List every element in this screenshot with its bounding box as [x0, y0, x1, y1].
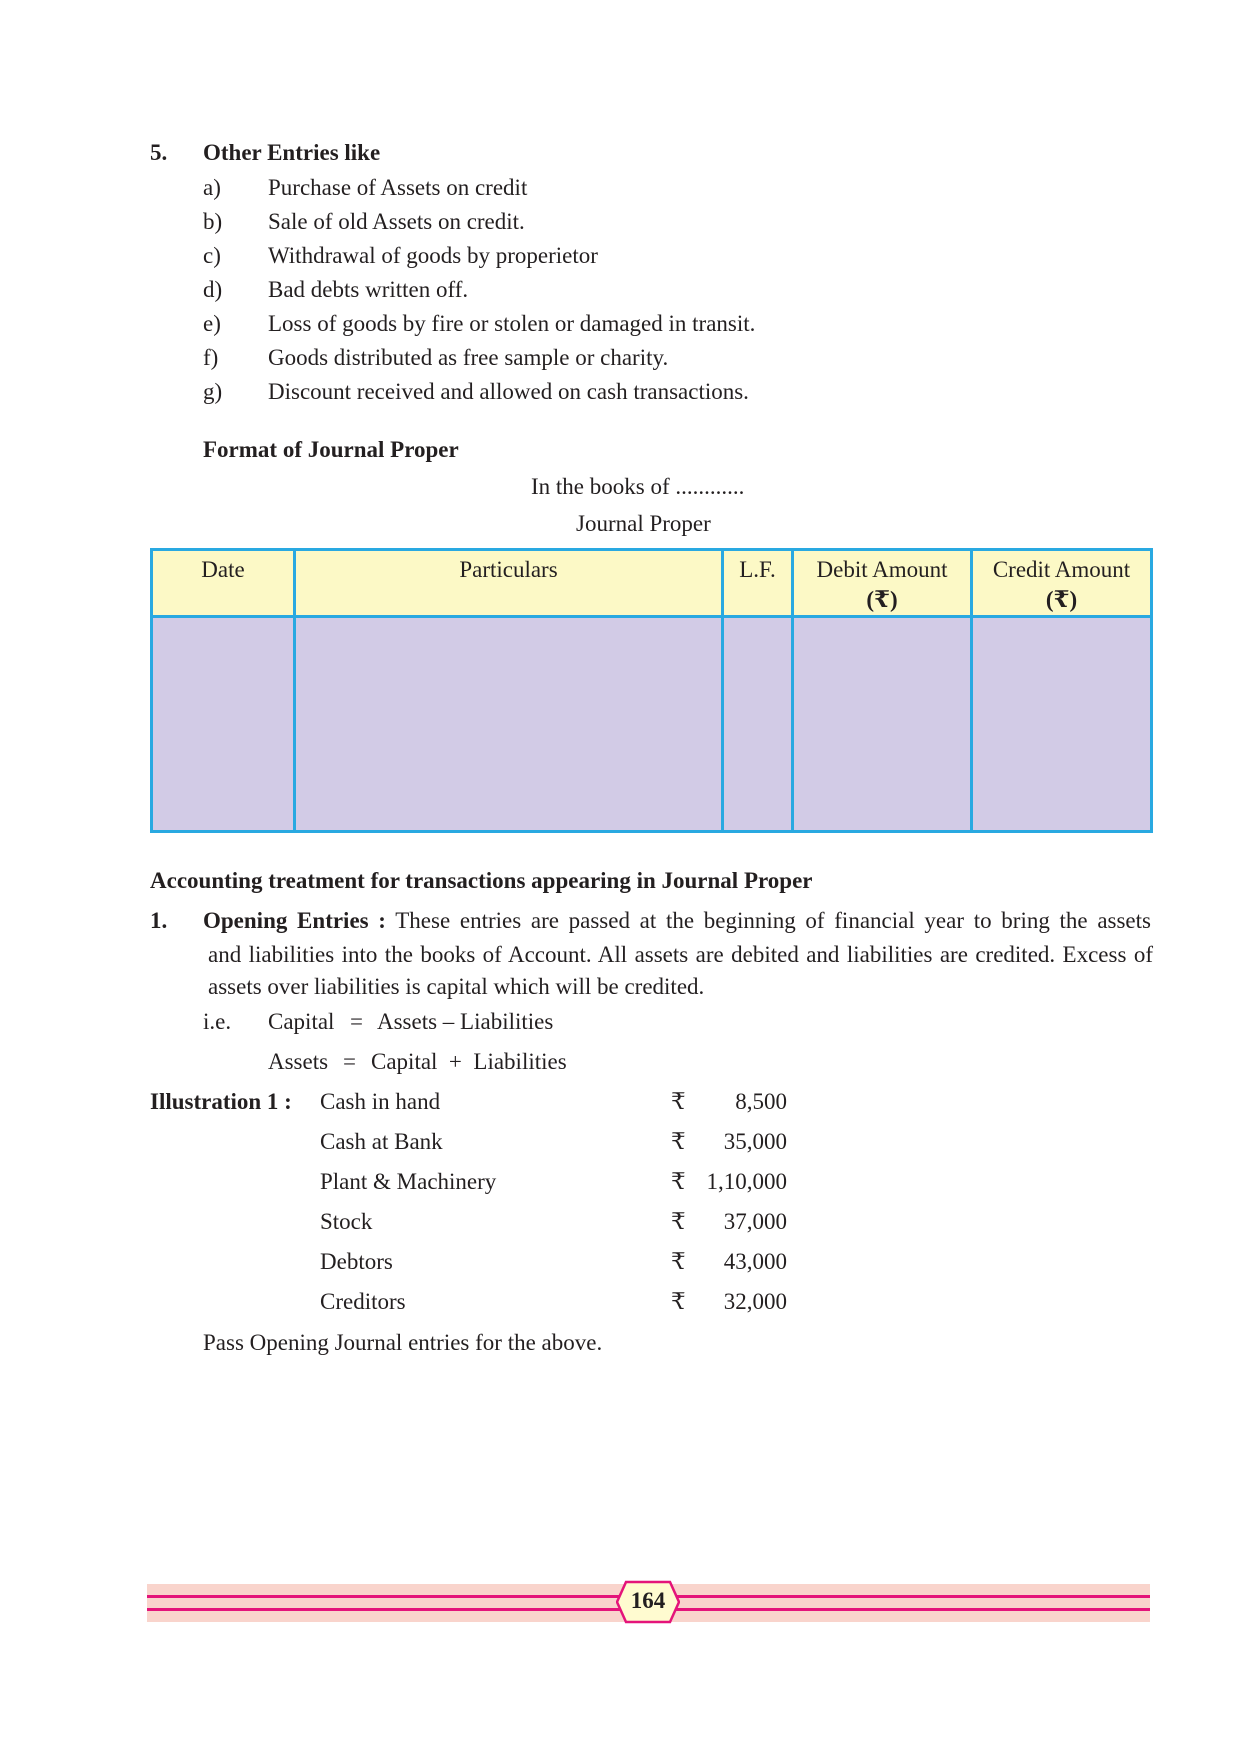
- opening-entries-term: Opening Entries :: [203, 908, 386, 933]
- illustration-item: Stock: [320, 1209, 373, 1234]
- rupee-symbol: ₹: [671, 1289, 686, 1314]
- page-number: 164: [630, 1588, 666, 1613]
- rupee-symbol: ₹: [671, 1089, 686, 1114]
- illustration-label: Illustration 1 :: [150, 1089, 292, 1114]
- rupee-symbol: ₹: [671, 1129, 686, 1154]
- opening-entries-first-line: [203, 908, 1151, 934]
- col-header-credit-label: Credit Amount: [992, 557, 1131, 582]
- list-letter: a): [203, 175, 221, 200]
- illustration-amount: 43,000: [723, 1249, 787, 1274]
- table-row: [152, 617, 1152, 832]
- list-text: Withdrawal of goods by properietor: [268, 243, 598, 268]
- ie-label: i.e.: [203, 1009, 232, 1034]
- illustration-item: Cash at Bank: [320, 1129, 443, 1154]
- list-letter: g): [203, 379, 223, 404]
- list-text: Goods distributed as free sample or charity.: [268, 345, 669, 370]
- col-header-credit: [972, 550, 1152, 617]
- eq2-right: Capital + Liabilities: [371, 1049, 567, 1074]
- rupee-symbol: ₹: [671, 1249, 686, 1274]
- journal-title: Journal Proper: [576, 511, 711, 536]
- list-text: Purchase of Assets on credit: [268, 175, 528, 200]
- table-cell: [723, 617, 793, 832]
- rupee-symbol: ₹: [671, 1209, 686, 1234]
- illustration-instruction: Pass Opening Journal entries for the above.: [203, 1330, 603, 1355]
- list-letter: e): [203, 311, 221, 336]
- eq1-right: Assets – Liabilities: [377, 1009, 554, 1034]
- table-cell: [793, 617, 972, 832]
- eq1-equals: =: [350, 1009, 363, 1034]
- col-header-date: Date: [152, 550, 295, 617]
- illustration-item: Creditors: [320, 1289, 406, 1314]
- illustration-item: Cash in hand: [320, 1089, 441, 1114]
- section-number: 5.: [150, 140, 168, 165]
- illustration-item: Debtors: [320, 1249, 393, 1274]
- rupee-symbol: ₹: [671, 1169, 686, 1194]
- list-text: Loss of goods by fire or stolen or damaged in transit.: [268, 311, 756, 336]
- books-line: In the books of ............: [531, 474, 745, 499]
- illustration-amount: 35,000: [723, 1129, 787, 1154]
- table-cell: [972, 617, 1152, 832]
- list-letter: f): [203, 345, 219, 370]
- illustration-amount: 37,000: [723, 1209, 787, 1234]
- list-letter: c): [203, 243, 221, 268]
- opening-entries-description: and liabilities into the books of Account. All assets are debited and liabilities are credited. Excess of assets over liabilities is capital which will be credited.: [208, 942, 1153, 999]
- table-cell: [295, 617, 723, 832]
- opening-entries-first-text: These entries are passed at the beginning of financial year to bring the assets: [395, 908, 1151, 933]
- eq2-left: Assets: [268, 1049, 329, 1074]
- format-heading: Format of Journal Proper: [203, 437, 459, 462]
- eq2-equals: =: [343, 1049, 356, 1074]
- table-cell: [152, 617, 295, 832]
- list-text: Sale of old Assets on credit.: [268, 209, 525, 234]
- treatment-heading: Accounting treatment for transactions appearing in Journal Proper: [150, 868, 813, 893]
- list-text: Discount received and allowed on cash transactions.: [268, 379, 749, 404]
- illustration-amount: 32,000: [723, 1289, 787, 1314]
- illustration-amount: 1,10,000: [706, 1169, 787, 1194]
- treatment-number: 1.: [150, 908, 168, 933]
- illustration-amount: 8,500: [735, 1089, 787, 1114]
- list-text: Bad debts written off.: [268, 277, 469, 302]
- col-header-credit-unit: (₹): [1045, 587, 1078, 612]
- eq1-left: Capital: [268, 1009, 335, 1034]
- section-title: Other Entries like: [203, 140, 381, 165]
- journal-format-table: [150, 548, 1153, 833]
- illustration-item: Plant & Machinery: [320, 1169, 497, 1194]
- col-header-particulars: Particulars: [295, 550, 723, 617]
- list-letter: b): [203, 209, 223, 234]
- col-header-debit: [793, 550, 972, 617]
- col-header-lf: L.F.: [723, 550, 793, 617]
- list-letter: d): [203, 277, 223, 302]
- col-header-debit-unit: (₹): [866, 587, 898, 612]
- col-header-debit-label: Debit Amount: [816, 557, 948, 582]
